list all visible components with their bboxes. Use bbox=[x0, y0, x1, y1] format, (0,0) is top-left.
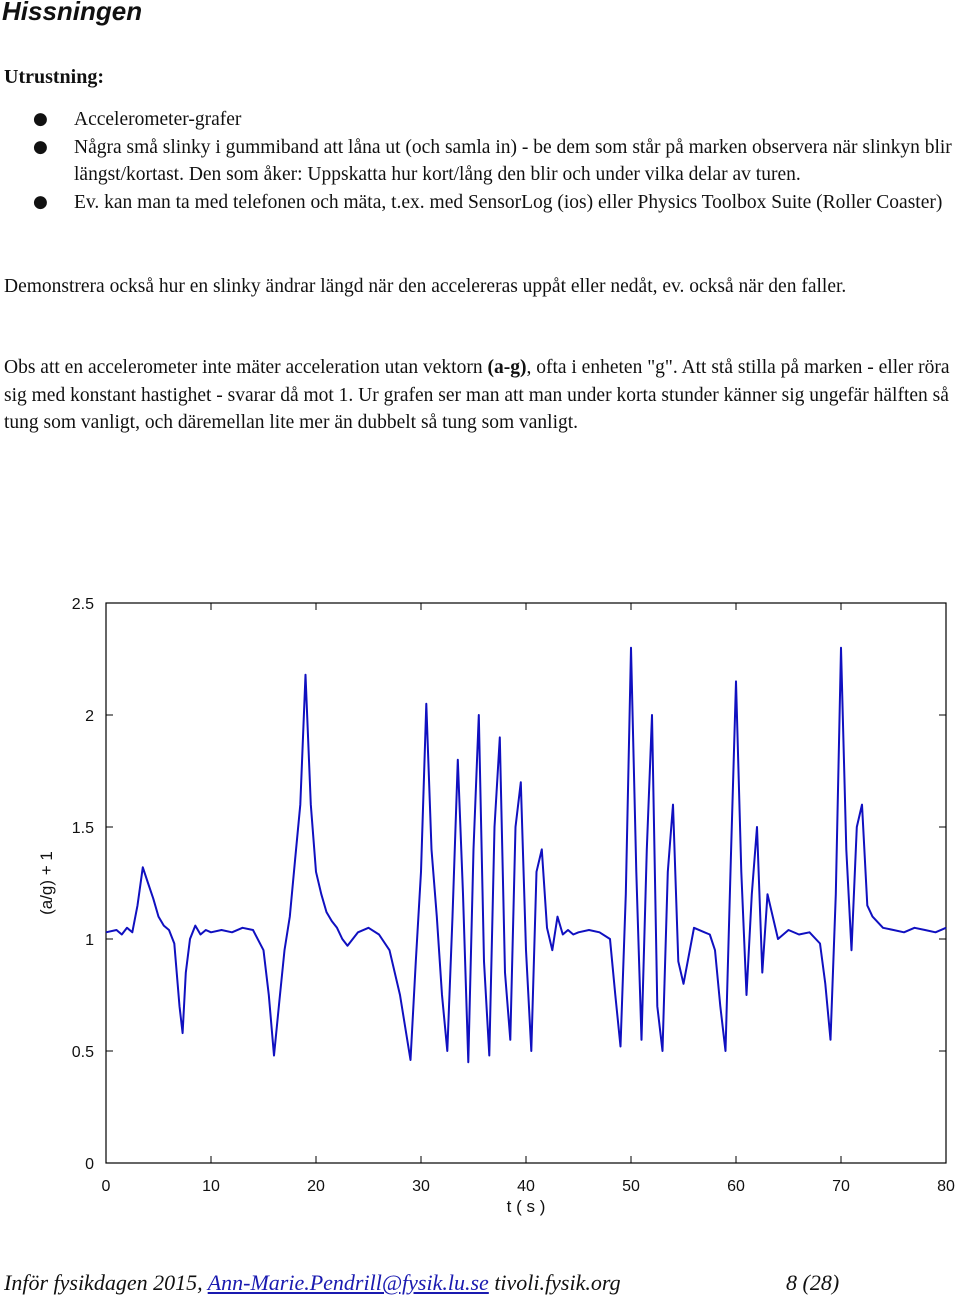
y-tick-label: 1.5 bbox=[71, 820, 94, 837]
y-tick-label: 0.5 bbox=[71, 1044, 94, 1061]
footer-site: tivoli.fysik.org bbox=[488, 1270, 621, 1295]
paragraph-text: , ofta i enheten "g". Att stå stilla på marken - eller röra sig med konstant hastighet - svarar då mot 1. Ur grafen ser man att man under korta stunder känner sig ungefär hälften så tung som vanligt, och däremellan lite mer än dubbelt så tung som vanligt. bbox=[4, 357, 950, 433]
y-axis-label: (a/g) + 1 bbox=[37, 851, 56, 915]
plot-frame bbox=[106, 603, 946, 1163]
vector-term: (a-g) bbox=[487, 357, 527, 378]
paragraph-text: Obs att en accelerometer inte mäter acceleration utan vektorn bbox=[4, 357, 488, 378]
y-tick-label: 2.5 bbox=[71, 596, 94, 613]
y-tick-label: 0 bbox=[85, 1156, 94, 1173]
x-axis-label: t ( s ) bbox=[506, 1197, 546, 1216]
y-tick-label: 1 bbox=[85, 932, 94, 949]
y-tick-label: 2 bbox=[85, 708, 94, 725]
x-tick-label: 80 bbox=[937, 1178, 955, 1195]
list-item-text: Accelerometer-grafer bbox=[74, 109, 242, 130]
list-item bbox=[0, 134, 956, 189]
page-footer bbox=[4, 1270, 840, 1296]
x-tick-label: 40 bbox=[517, 1178, 535, 1195]
list-item bbox=[0, 106, 956, 134]
list-item bbox=[0, 189, 956, 217]
footer-prefix: Inför fysikdagen 2015, bbox=[4, 1270, 208, 1295]
x-tick-label: 20 bbox=[307, 1178, 325, 1195]
x-tick-label: 30 bbox=[412, 1178, 430, 1195]
list-item-text: Ev. kan man ta med telefonen och mäta, t.ex. med SensorLog (ios) eller Physics Toolbox Suite (Roller Coaster) bbox=[74, 191, 943, 213]
x-tick-label: 0 bbox=[101, 1178, 111, 1195]
page-title: Hissningen bbox=[2, 0, 143, 26]
x-tick-label: 50 bbox=[622, 1178, 640, 1195]
bullet-icon: ● bbox=[33, 109, 48, 129]
equipment-heading: Utrustning: bbox=[4, 66, 105, 88]
email-link[interactable]: Ann-Marie.Pendrill@fysik.lu.se bbox=[207, 1270, 489, 1295]
x-tick-label: 60 bbox=[727, 1178, 745, 1195]
accelerometer-paragraph bbox=[4, 354, 956, 437]
acceleration-series-line bbox=[106, 648, 946, 1062]
acceleration-chart bbox=[0, 580, 960, 1230]
list-item-text: Några små slinky i gummiband att låna ut (och samla in) - be dem som står på marken observera när slinkyn blir längst/kortast. Den som åker: Uppskatta hur kort/lång den blir och under vilka delar av turen. bbox=[74, 136, 952, 185]
bullet-icon: ● bbox=[33, 191, 48, 212]
slinky-paragraph: Demonstrera också hur en slinky ändrar längd när den accelereras uppåt eller nedåt, ev. också när den faller. bbox=[4, 276, 847, 297]
bullet-icon: ● bbox=[33, 136, 48, 157]
equipment-list bbox=[0, 106, 956, 216]
x-tick-label: 70 bbox=[832, 1178, 850, 1195]
page-number: 8 (28) bbox=[786, 1270, 840, 1295]
x-tick-label: 10 bbox=[202, 1178, 220, 1195]
